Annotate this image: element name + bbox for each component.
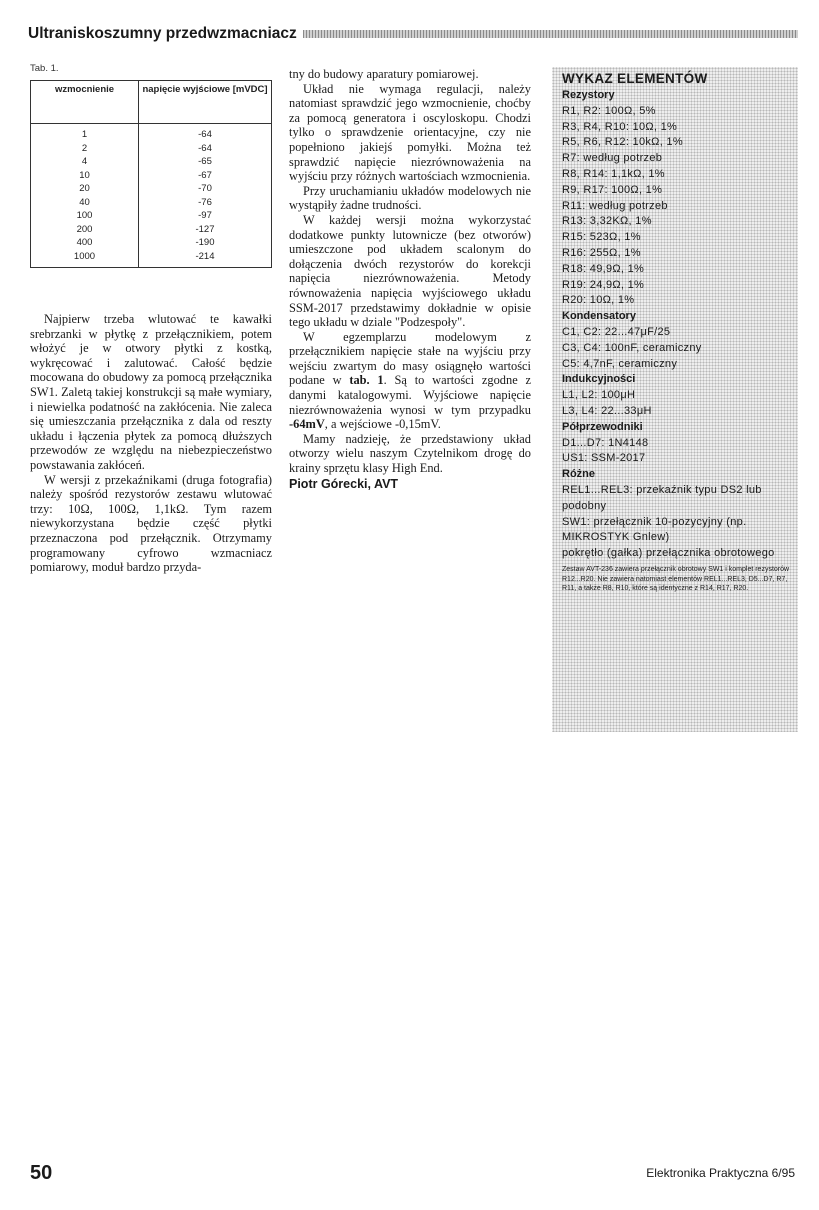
- parts-item: R20: 10Ω, 1%: [562, 294, 635, 307]
- kit-note: Zestaw AVT-236 zawiera przełącznik obrotowy SW1 i komplet rezystorów R12...R20. Nie zawiera natomiast elementów REL1...REL3, D5...D7, R7, R11, a także R8, R10, które są identyczne z R14, R17, R20.: [562, 565, 790, 593]
- paragraph: Najpierw trzeba wlutować te kawałki srebrzanki w płytkę z przełącznikiem, potem włożyć je w otwory płytki z kostką, wykręcować i zalutować. Całość będzie mocowana do obudowy za pomocą przełącznika SW1. Zaletą takiej konstrukcji są małe wymiary, i niewielka podatność na zakłócenia. Nie zaleca się umieszczania przełącznika z dala od reszty układu i łączenia płytek za pomocą dłuższych przewodów ze względu na niebezpieczeństwo powstawania zakłóceń.: [30, 312, 272, 472]
- gain-table: [30, 80, 272, 268]
- table-row: [31, 169, 272, 183]
- voltage-cell: -97: [198, 210, 212, 221]
- text-run: , a wejściowe -0,15mV.: [324, 417, 441, 432]
- table-row: [31, 209, 272, 223]
- parts-item: R5, R6, R12: 10kΩ, 1%: [562, 136, 683, 149]
- paragraph: Układ nie wymaga regulacji, należy natomiast sprawdzić jego wzmocnienie, choćby za pomocą generatora i oscyloskopu. Chodzi tylko o sprawdzenie orientacyjne, czy nie popełniono jakiejś pomyłki. Można też sprawdzić napięcie niezrównoważenia na wyjściu przy różnych wartościach wzmocnienia.: [289, 81, 531, 184]
- gain-cell: 40: [31, 196, 139, 210]
- parts-item: SW1: przełącznik 10-pozycyjny (np. MIKROSTYK Gnlew): [562, 515, 747, 544]
- table-body: [31, 124, 272, 268]
- table-row: [31, 124, 272, 142]
- parts-item: L1, L2: 100μH: [562, 389, 636, 402]
- text-run: . Są to wartości zgodne z danymi katalogowymi. Wyjściowe napięcie niezrównoważenia wynosi w tym przypadku: [289, 373, 531, 417]
- table-header-voltage: napięcie wyjściowe [mVDC]: [139, 81, 272, 124]
- parts-item: pokrętło (gałka) przełącznika obrotowego: [562, 547, 775, 560]
- text-column-2: [289, 67, 531, 491]
- paragraph: [289, 330, 531, 432]
- page-number: 50: [30, 1162, 53, 1184]
- parts-item: C3, C4: 100nF, ceramiczny: [562, 341, 702, 354]
- gain-cell: 20: [31, 182, 139, 196]
- table-row: [31, 182, 272, 196]
- voltage-cell: -64: [198, 129, 212, 140]
- table-reference: tab. 1: [349, 373, 384, 388]
- text-column-1: [30, 312, 272, 575]
- parts-item: C5: 4,7nF, ceramiczny: [562, 357, 678, 370]
- paragraph: Przy uruchamianiu układów modelowych nie wystąpiły żadne trudności.: [289, 183, 531, 213]
- voltage-cell: -65: [198, 156, 212, 167]
- text-run: W egzemplarzu modelowym z przełącznikiem napięcie stałe na wyjściu przy wejściu zwartym do masy osiągnęło wartości podane w: [289, 329, 531, 388]
- paragraph: W wersji z przekaźnikami (druga fotografia) należy spośród rezystorów zestawu wlutować trzy: 10Ω, 100Ω, 1,1kΩ. Tym razem niewykorzystana będzie część płytki przeznaczona pod przełącznik. Otrzymamy programowany cyfrowo wzmacniacz pomiarowy, moduł bardzo przyda-: [30, 472, 272, 575]
- paragraph: W każdej wersji można wykorzystać dodatkowe punkty lutownicze (bez otworów) umieszczone pod układem scalonym do dołączenia dwóch rezystorów do korekcji napięcia niezrównoważenia. Metody równoważenia napięcia wyjściowego układu SSM-2017 przedstawimy dokładnie w opisie tego układu w dziale "Podzespoły".: [289, 212, 531, 330]
- paragraph: tny do budowy aparatury pomiarowej.: [289, 67, 479, 81]
- paragraph: Mamy nadzieję, że przedstawiony układ otworzy wielu naszym Czytelnikom drogę do krainy sprzętu klasy High End.: [289, 431, 531, 476]
- parts-item: R8, R14: 1,1kΩ, 1%: [562, 167, 665, 180]
- parts-item: R7: według potrzeb: [562, 152, 663, 165]
- parts-section-heading: Różne: [562, 468, 595, 481]
- parts-item: R19: 24,9Ω, 1%: [562, 278, 645, 291]
- parts-item: R9, R17: 100Ω, 1%: [562, 183, 663, 196]
- parts-item: US1: SSM-2017: [562, 452, 646, 465]
- table-row: [31, 250, 272, 268]
- table-row: [31, 236, 272, 250]
- header-rule: [303, 30, 798, 38]
- parts-section-heading: Rezystory: [562, 89, 615, 101]
- voltage-cell: -214: [195, 250, 215, 262]
- author: Piotr Górecki, AVT: [289, 476, 399, 491]
- gain-cell: 400: [31, 236, 139, 250]
- voltage-cell: -70: [198, 183, 212, 194]
- parts-item: D1...D7: 1N4148: [562, 436, 649, 449]
- gain-cell: 1000: [31, 250, 139, 268]
- voltage-cell: -67: [198, 169, 212, 181]
- voltage-cell: -64: [198, 142, 212, 154]
- table-row: [31, 142, 272, 156]
- parts-item: R1, R2: 100Ω, 5%: [562, 104, 656, 117]
- parts-sections: [562, 88, 792, 562]
- table-row: [31, 196, 272, 210]
- parts-item: R18: 49,9Ω, 1%: [562, 262, 645, 275]
- offset-voltage-value: -64mV: [289, 417, 325, 432]
- parts-item: R15: 523Ω, 1%: [562, 231, 641, 244]
- gain-cell: 10: [31, 169, 139, 183]
- parts-item: R3, R4, R10: 10Ω, 1%: [562, 120, 678, 133]
- parts-item: R13: 3,32KΩ, 1%: [562, 215, 652, 228]
- gain-cell: 200: [31, 223, 139, 237]
- parts-item: R11: według potrzeb: [562, 199, 668, 212]
- parts-item: L3, L4: 22...33μH: [562, 404, 652, 417]
- article-title: Ultraniskoszumny przedwzmacniacz: [28, 25, 297, 42]
- parts-item: C1, C2: 22...47μF/25: [562, 325, 671, 338]
- gain-cell: 2: [31, 142, 139, 156]
- voltage-cell: -190: [195, 237, 215, 248]
- parts-section-heading: Kondensatory: [562, 310, 636, 323]
- table-row: [31, 155, 272, 169]
- parts-list-title: WYKAZ ELEMENTÓW: [562, 71, 708, 86]
- table-row: [31, 223, 272, 237]
- table-caption: Tab. 1.: [30, 63, 59, 74]
- gain-cell: 4: [31, 155, 139, 169]
- magazine-issue: Elektronika Praktyczna 6/95: [646, 1166, 795, 1180]
- voltage-cell: -127: [195, 223, 215, 235]
- parts-section-heading: Półprzewodniki: [562, 420, 643, 433]
- parts-item: REL1...REL3: przekaźnik typu DS2 lub podobny: [562, 483, 762, 512]
- page-header: [28, 22, 798, 46]
- gain-cell: 1: [31, 124, 139, 142]
- voltage-cell: -76: [198, 196, 212, 208]
- parts-section-heading: Indukcyjności: [562, 373, 636, 386]
- table-header-gain: wzmocnienie: [31, 81, 139, 124]
- parts-item: R16: 255Ω, 1%: [562, 246, 641, 259]
- parts-list-box: [552, 67, 798, 732]
- gain-cell: 100: [31, 209, 139, 223]
